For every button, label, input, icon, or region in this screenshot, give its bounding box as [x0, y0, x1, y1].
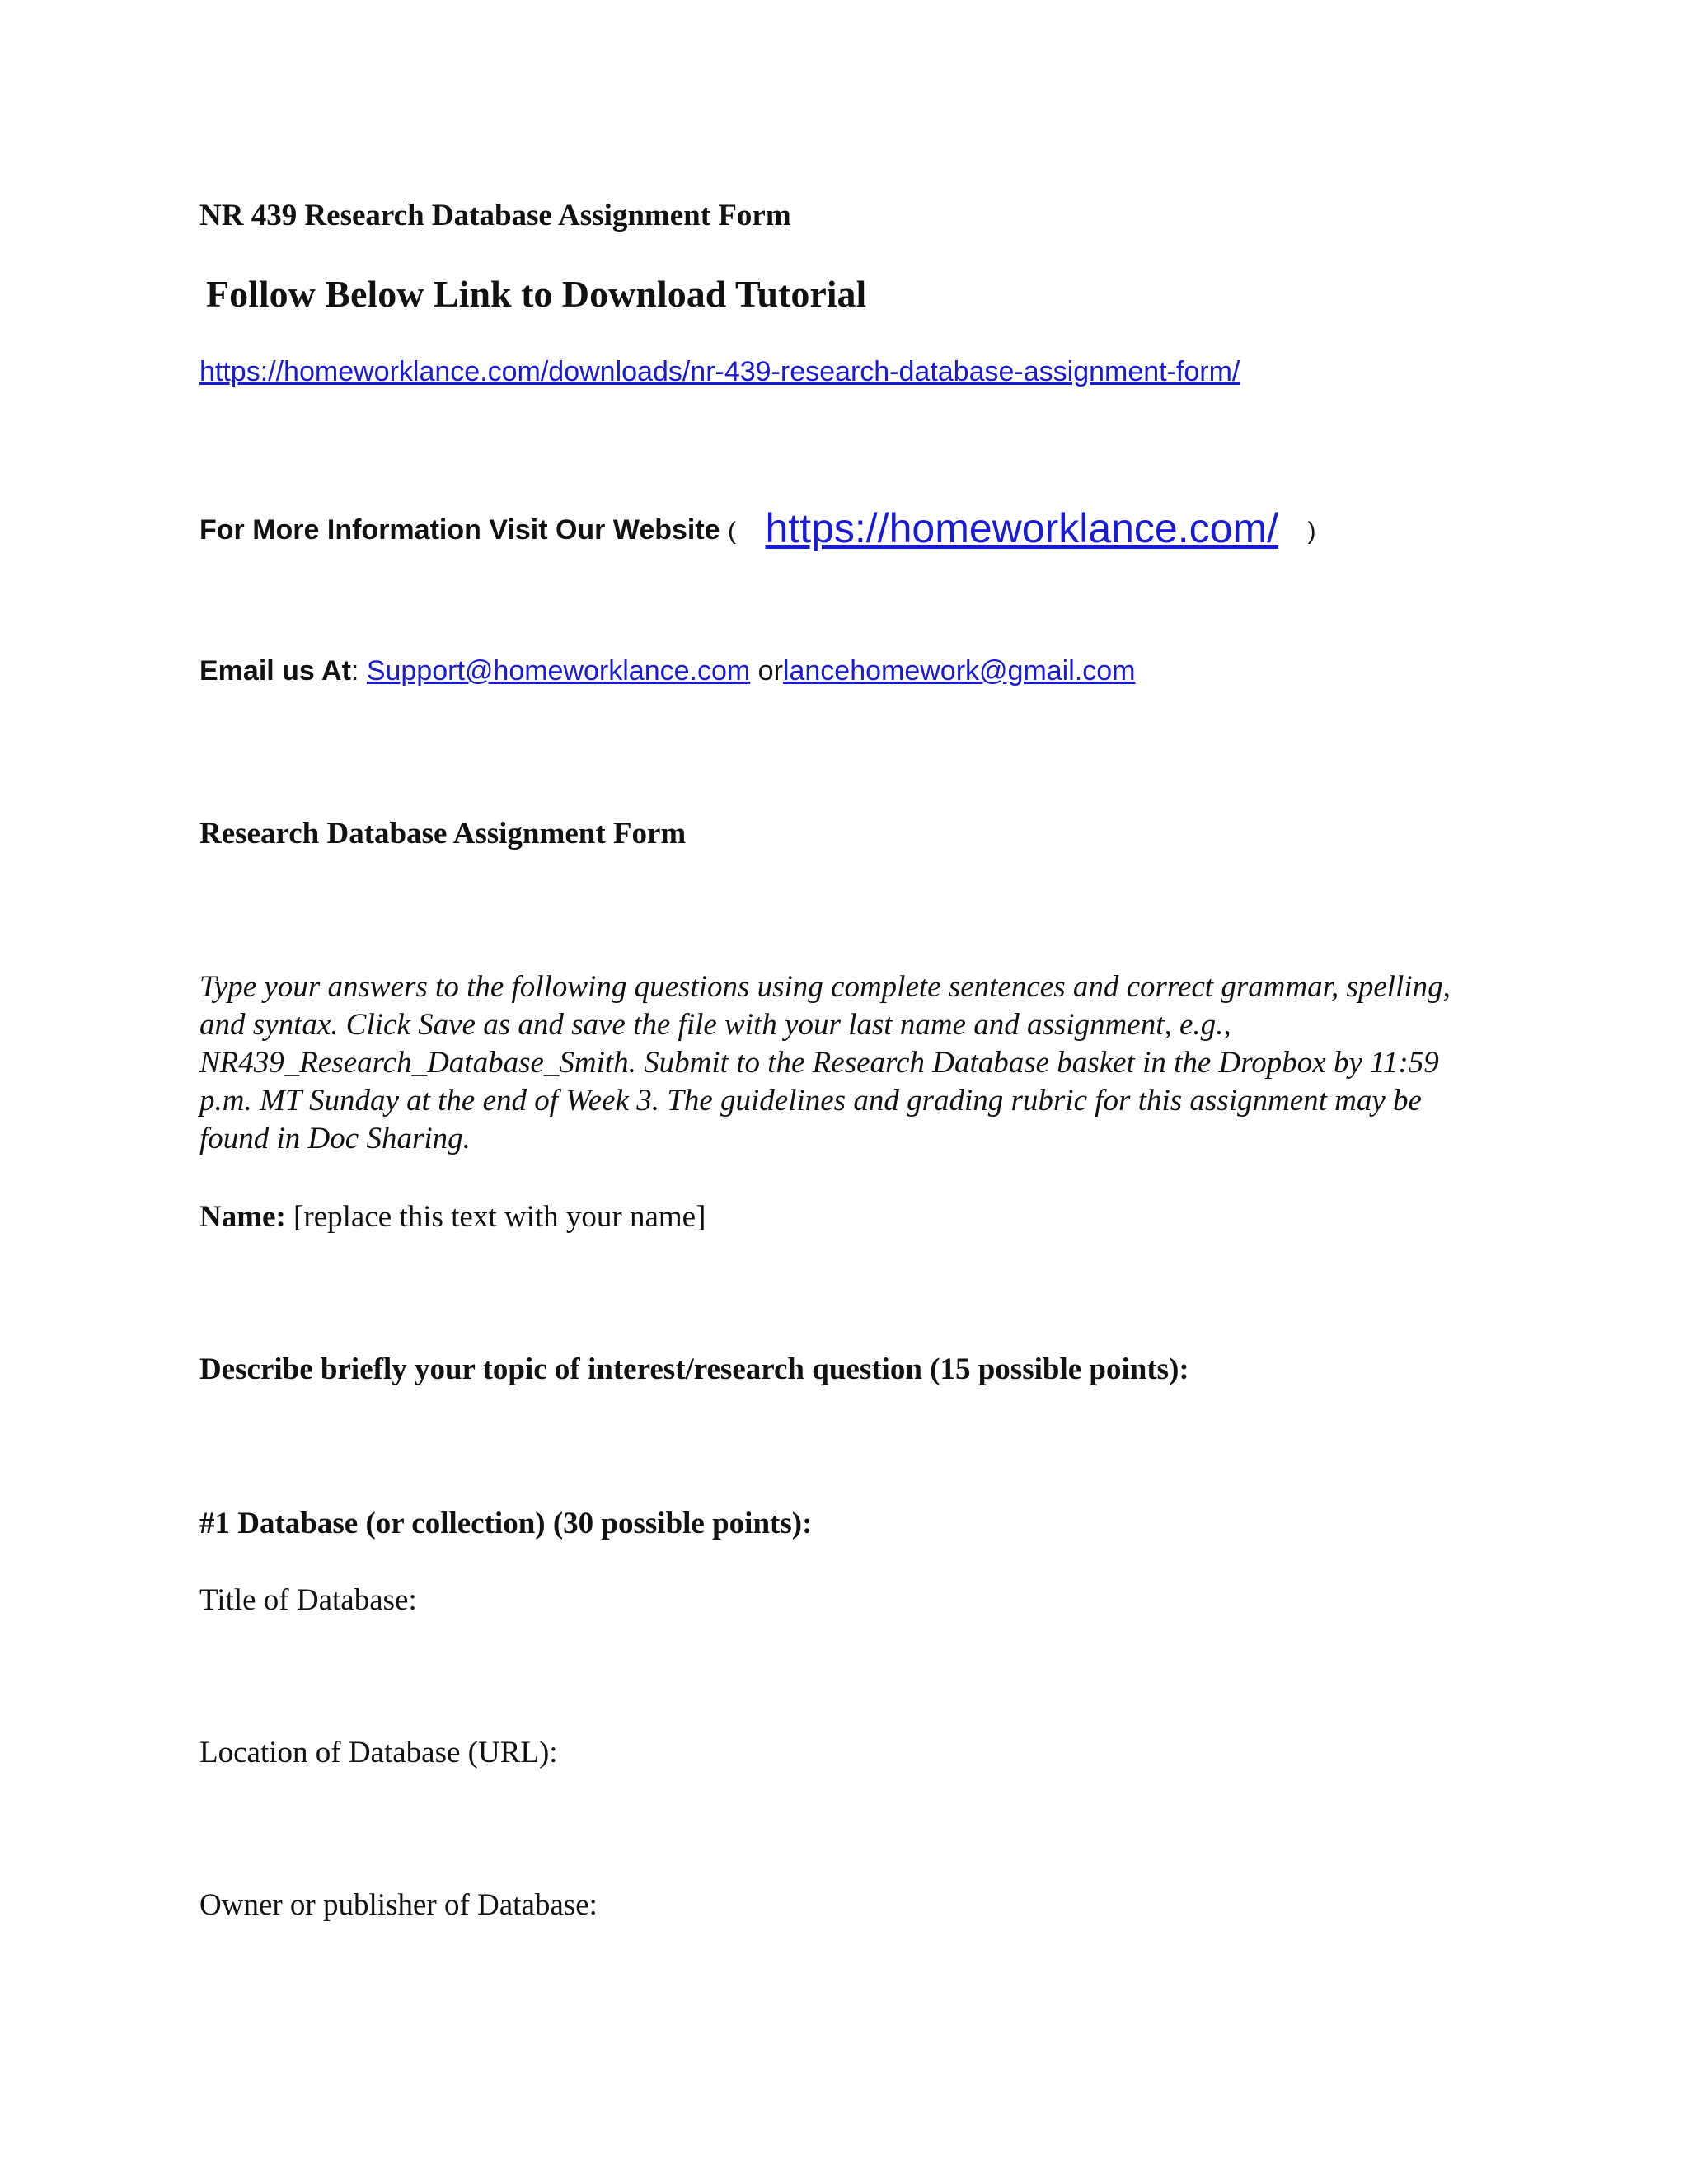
- website-info-label: For More Information Visit Our Website: [199, 514, 720, 546]
- name-field-line: [199, 1199, 706, 1235]
- email-label: Email us At: [199, 655, 351, 687]
- database-heading: #1 Database (or collection) (30 possible points):: [199, 1507, 813, 1540]
- tutorial-heading: Follow Below Link to Download Tutorial: [206, 273, 867, 315]
- support-email-link[interactable]: Support@homeworklance.com: [366, 655, 751, 687]
- document-title: NR 439 Research Database Assignment Form: [199, 199, 791, 232]
- email-line: [199, 655, 1135, 687]
- close-paren: ): [1307, 518, 1316, 545]
- open-paren: (: [728, 518, 737, 545]
- name-label: Name:: [199, 1200, 286, 1234]
- email-colon: :: [350, 655, 359, 687]
- email-or-text: or: [757, 655, 783, 687]
- title-of-database-label: Title of Database:: [199, 1583, 417, 1617]
- name-placeholder: [replace this text with your name]: [293, 1200, 706, 1234]
- secondary-email-link[interactable]: lancehomework@gmail.com: [782, 655, 1136, 687]
- topic-question: Describe briefly your topic of interest/research question (15 possible points):: [199, 1352, 1189, 1386]
- website-link[interactable]: https://homeworklance.com/: [765, 505, 1278, 551]
- owner-of-database-label: Owner or publisher of Database:: [199, 1888, 598, 1922]
- form-heading: Research Database Assignment Form: [199, 817, 687, 851]
- website-info-line: [199, 501, 1315, 549]
- tutorial-download-link[interactable]: https://homeworklance.com/downloads/nr-439-research-database-assignment-form/: [199, 356, 1240, 387]
- instructions-paragraph: Type your answers to the following questions using complete sentences and correct grammar, spelling, and syntax. Click Save as and save the file with your last name and assignment, e.g., NR439_Research_Database_Smith. Submit to the Research Database basket in the Dropbox by 11:59 p.m. MT Sunday at the end of Week 3. The guidelines and grading rubric for this assignment may be found in Doc Sharing.: [199, 970, 1451, 1155]
- location-of-database-label: Location of Database (URL):: [199, 1736, 558, 1769]
